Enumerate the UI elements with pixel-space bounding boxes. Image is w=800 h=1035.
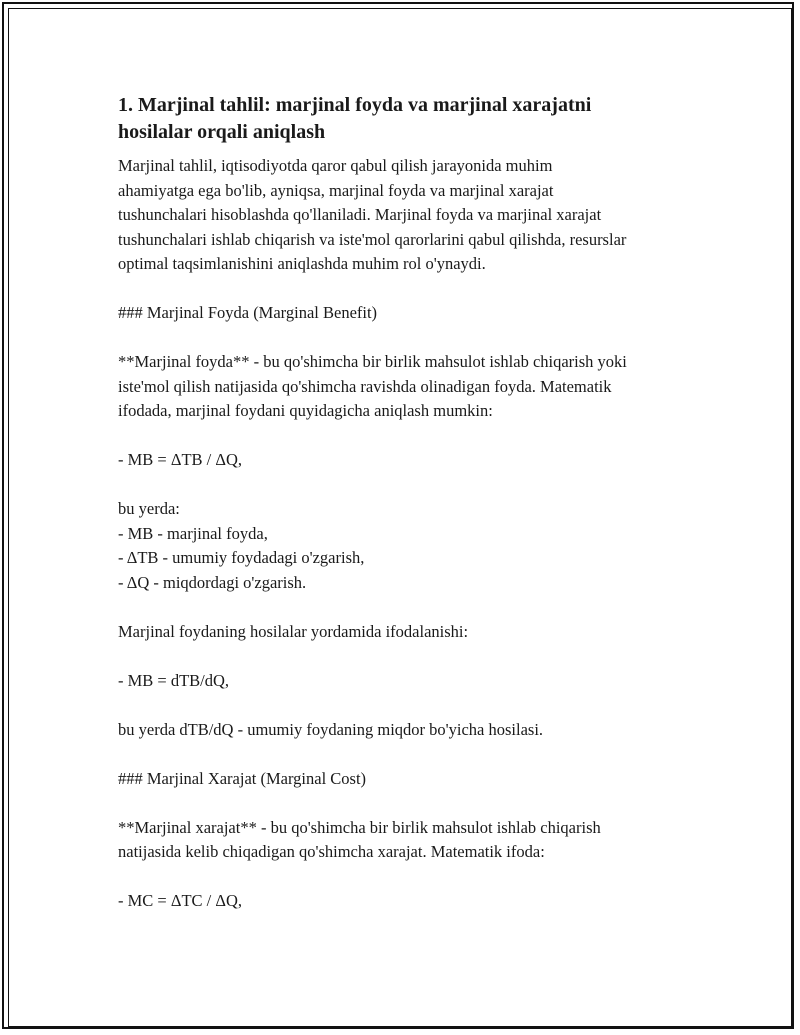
derivative-intro: Marjinal foydaning hosilalar yordamida ifodalanishi: xyxy=(118,621,469,641)
text-line: **Marjinal xarajat** - bu qo'shimcha bir birlik mahsulot ishlab chiqarish xyxy=(118,817,601,837)
where-list xyxy=(118,497,718,595)
text-line: **Marjinal foyda** - bu qo'shimcha bir birlik mahsulot ishlab chiqarish yoki xyxy=(118,352,627,371)
text-line: - MB - marjinal foyda, xyxy=(118,523,268,543)
mb-definition-paragraph xyxy=(118,350,718,424)
intro-paragraph xyxy=(118,154,718,277)
text-line: ifodada, marjinal foydani quyidagicha aniqlash mumkin: xyxy=(118,401,493,420)
text-line: iste'mol qilish natijasida qo'shimcha ravishda olinadigan foyda. Matematik xyxy=(118,376,612,396)
heading-marginal-cost: ### Marjinal Xarajat (Marginal Cost) xyxy=(118,768,367,788)
text-line: - ΔQ - miqdordagi o'zgarish. xyxy=(118,572,307,592)
document-title xyxy=(118,92,718,146)
title-line: hosilalar orqali aniqlash xyxy=(118,121,326,143)
mb-derivative-formula: - MB = dTB/dQ, xyxy=(118,670,230,690)
text-line: natijasida kelib chiqadigan qo'shimcha xarajat. Matematik ifoda: xyxy=(118,842,545,861)
derivative-note: bu yerda dTB/dQ - umumiy foydaning miqdor bo'yicha hosilasi. xyxy=(118,719,544,739)
text-line: tushunchalari hisoblashda qo'llaniladi. Marjinal foyda va marjinal xarajat xyxy=(118,205,602,224)
document-body xyxy=(118,92,718,914)
text-line: optimal taqsimlanishini aniqlashda muhim rol o'ynaydi. xyxy=(118,254,486,273)
text-line: bu yerda: xyxy=(118,499,180,518)
text-line: tushunchalari ishlab chiqarish va iste'mol qarorlarini qabul qilishda, resurslar xyxy=(118,229,627,249)
heading-marginal-benefit: ### Marjinal Foyda (Marginal Benefit) xyxy=(118,303,378,322)
mc-formula: - MC = ΔTC / ΔQ, xyxy=(118,891,243,910)
mc-definition-paragraph xyxy=(118,816,718,865)
text-line: - ΔTB - umumiy foydadagi o'zgarish, xyxy=(118,548,365,567)
text-line: Marjinal tahlil, iqtisodiyotda qaror qabul qilish jarayonida muhim xyxy=(118,156,553,175)
title-line: 1. Marjinal tahlil: marjinal foyda va marjinal xarajatni xyxy=(118,94,592,116)
mb-formula: - MB = ΔTB / ΔQ, xyxy=(118,450,243,469)
text-line: ahamiyatga ega bo'lib, ayniqsa, marjinal foyda va marjinal xarajat xyxy=(118,180,554,200)
